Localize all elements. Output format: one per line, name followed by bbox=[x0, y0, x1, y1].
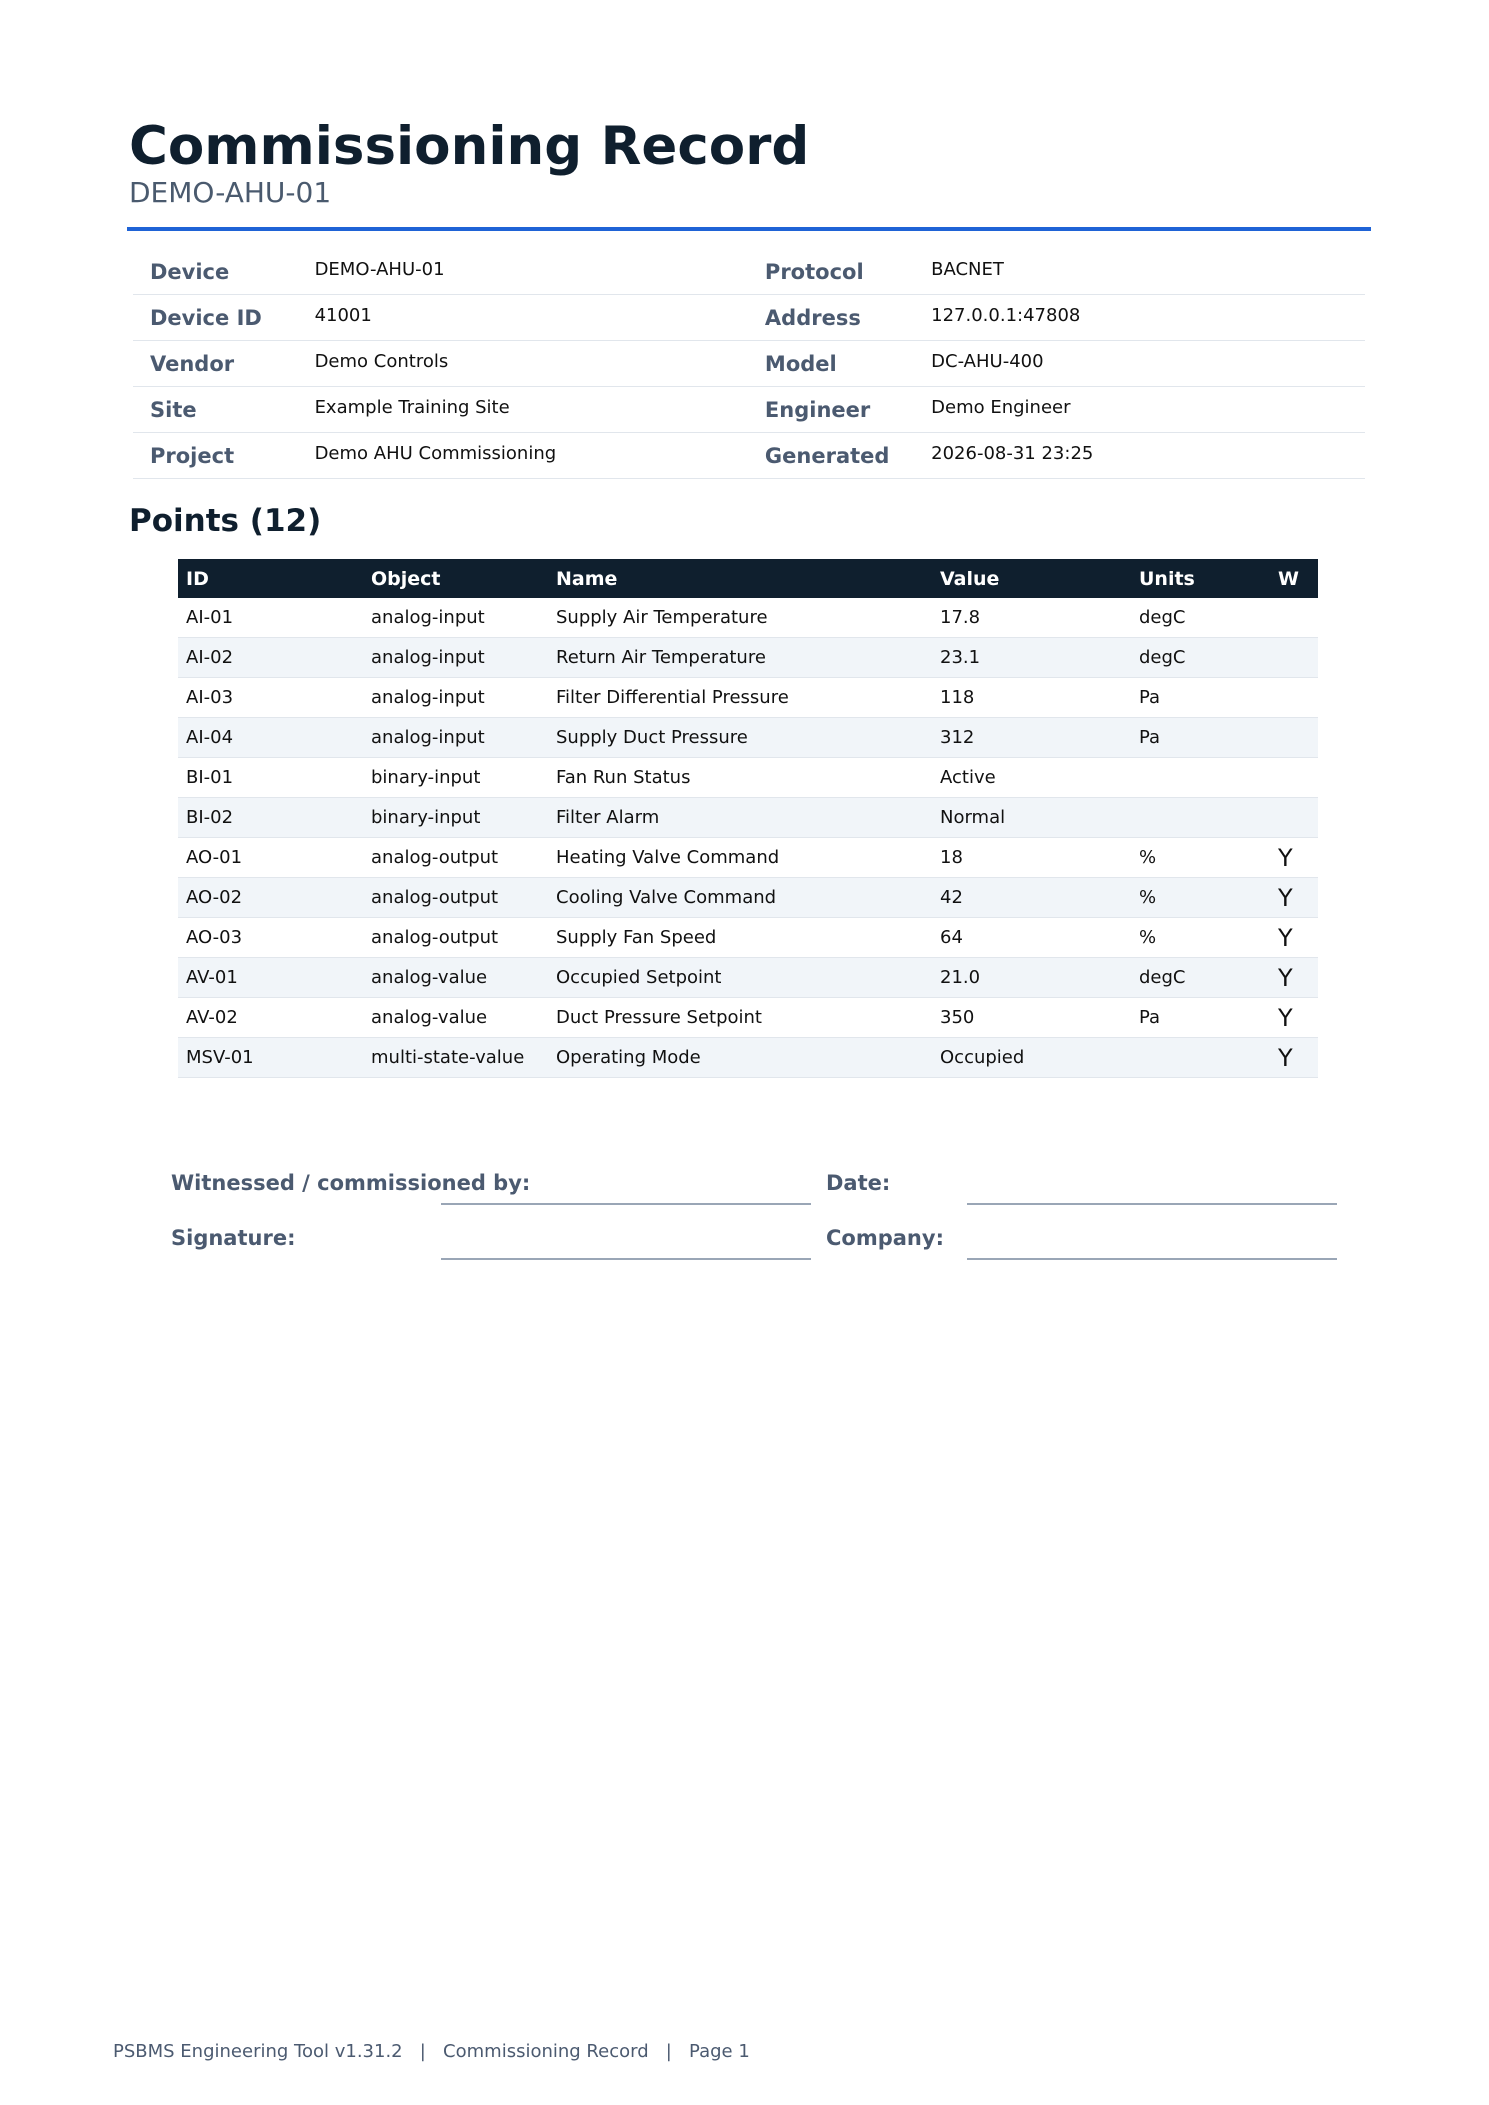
cell-object: analog-value bbox=[363, 998, 548, 1038]
cell-value: 64 bbox=[932, 918, 1131, 958]
cell-units: % bbox=[1131, 918, 1270, 958]
info-value-address: 127.0.0.1:47808 bbox=[931, 293, 1365, 339]
points-table bbox=[178, 559, 1318, 1078]
cell-name: Occupied Setpoint bbox=[548, 958, 932, 998]
cell-writable bbox=[1270, 718, 1318, 758]
cell-value: 17.8 bbox=[932, 598, 1131, 638]
points-section-title: Points (12) bbox=[129, 503, 322, 539]
date-label: Date: bbox=[826, 1171, 891, 1195]
cell-id: AV-02 bbox=[178, 998, 363, 1038]
table-row bbox=[178, 638, 1318, 678]
footer-tool: PSBMS Engineering Tool v1.31.2 bbox=[113, 2041, 403, 2062]
info-value-site: Example Training Site bbox=[315, 385, 748, 431]
points-table-body bbox=[178, 598, 1318, 1078]
cell-object: analog-input bbox=[363, 638, 548, 678]
cell-name: Operating Mode bbox=[548, 1038, 932, 1078]
cell-name: Duct Pressure Setpoint bbox=[548, 998, 932, 1038]
cell-writable: Y bbox=[1270, 878, 1318, 918]
cell-value: Active bbox=[932, 758, 1131, 798]
table-row bbox=[178, 878, 1318, 918]
info-label-vendor: Vendor bbox=[133, 341, 315, 387]
device-info-table bbox=[133, 249, 1365, 479]
info-value-vendor: Demo Controls bbox=[315, 339, 748, 385]
cell-id: MSV-01 bbox=[178, 1038, 363, 1078]
cell-units bbox=[1131, 798, 1270, 838]
info-label-address: Address bbox=[748, 295, 931, 341]
footer-page: Page 1 bbox=[689, 2041, 750, 2062]
cell-value: 350 bbox=[932, 998, 1131, 1038]
signature-line[interactable] bbox=[441, 1258, 811, 1260]
info-label-protocol: Protocol bbox=[748, 249, 931, 295]
cell-name: Filter Differential Pressure bbox=[548, 678, 932, 718]
cell-units bbox=[1131, 758, 1270, 798]
table-row bbox=[178, 718, 1318, 758]
info-value-protocol: BACNET bbox=[931, 247, 1365, 293]
cell-writable bbox=[1270, 678, 1318, 718]
cell-value: 18 bbox=[932, 838, 1131, 878]
column-header-value: Value bbox=[932, 559, 1131, 598]
cell-value: Occupied bbox=[932, 1038, 1131, 1078]
cell-units: degC bbox=[1131, 598, 1270, 638]
column-header-units: Units bbox=[1131, 559, 1270, 598]
cell-object: analog-value bbox=[363, 958, 548, 998]
cell-object: analog-input bbox=[363, 678, 548, 718]
cell-value: 118 bbox=[932, 678, 1131, 718]
cell-name: Return Air Temperature bbox=[548, 638, 932, 678]
cell-units: Pa bbox=[1131, 998, 1270, 1038]
info-label-model: Model bbox=[748, 341, 931, 387]
cell-id: AI-04 bbox=[178, 718, 363, 758]
cell-id: AV-01 bbox=[178, 958, 363, 998]
cell-object: multi-state-value bbox=[363, 1038, 548, 1078]
table-row bbox=[178, 918, 1318, 958]
column-header-name: Name bbox=[548, 559, 932, 598]
cell-writable: Y bbox=[1270, 918, 1318, 958]
info-row bbox=[133, 295, 1365, 341]
date-line[interactable] bbox=[967, 1203, 1337, 1205]
info-row bbox=[133, 249, 1365, 295]
info-label-device: Device bbox=[133, 249, 315, 295]
info-label-generated: Generated bbox=[748, 433, 931, 479]
company-label: Company: bbox=[826, 1226, 944, 1250]
cell-units: Pa bbox=[1131, 678, 1270, 718]
cell-object: analog-output bbox=[363, 918, 548, 958]
cell-name: Heating Valve Command bbox=[548, 838, 932, 878]
company-line[interactable] bbox=[967, 1258, 1337, 1260]
cell-id: AI-01 bbox=[178, 598, 363, 638]
cell-units: Pa bbox=[1131, 718, 1270, 758]
info-row bbox=[133, 387, 1365, 433]
table-row bbox=[178, 678, 1318, 718]
cell-object: analog-output bbox=[363, 838, 548, 878]
table-row bbox=[178, 958, 1318, 998]
cell-value: Normal bbox=[932, 798, 1131, 838]
cell-writable bbox=[1270, 798, 1318, 838]
cell-name: Supply Air Temperature bbox=[548, 598, 932, 638]
cell-id: AO-01 bbox=[178, 838, 363, 878]
table-row bbox=[178, 798, 1318, 838]
cell-id: BI-02 bbox=[178, 798, 363, 838]
column-header-object: Object bbox=[363, 559, 548, 598]
cell-units bbox=[1131, 1038, 1270, 1078]
info-row bbox=[133, 433, 1365, 479]
cell-writable bbox=[1270, 598, 1318, 638]
cell-object: analog-input bbox=[363, 718, 548, 758]
table-row bbox=[178, 998, 1318, 1038]
cell-writable bbox=[1270, 638, 1318, 678]
table-row bbox=[178, 598, 1318, 638]
witnessed-line[interactable] bbox=[441, 1203, 811, 1205]
table-row bbox=[178, 1038, 1318, 1078]
cell-units: degC bbox=[1131, 638, 1270, 678]
info-value-project: Demo AHU Commissioning bbox=[315, 431, 748, 477]
cell-object: binary-input bbox=[363, 758, 548, 798]
info-row bbox=[133, 341, 1365, 387]
cell-writable: Y bbox=[1270, 1038, 1318, 1078]
witnessed-label: Witnessed / commissioned by: bbox=[171, 1171, 531, 1195]
cell-writable bbox=[1270, 758, 1318, 798]
column-header-writable: W bbox=[1270, 559, 1318, 598]
info-value-generated: 2026-08-31 23:25 bbox=[931, 431, 1365, 477]
info-value-engineer: Demo Engineer bbox=[931, 385, 1365, 431]
table-row bbox=[178, 838, 1318, 878]
info-label-project: Project bbox=[133, 433, 315, 479]
info-value-device-id: 41001 bbox=[315, 293, 748, 339]
document-title: Commissioning Record bbox=[129, 116, 810, 177]
cell-units: % bbox=[1131, 878, 1270, 918]
cell-id: AI-03 bbox=[178, 678, 363, 718]
cell-name: Filter Alarm bbox=[548, 798, 932, 838]
signature-label: Signature: bbox=[171, 1226, 296, 1250]
cell-name: Cooling Valve Command bbox=[548, 878, 932, 918]
cell-writable: Y bbox=[1270, 838, 1318, 878]
info-value-model: DC-AHU-400 bbox=[931, 339, 1365, 385]
cell-name: Supply Duct Pressure bbox=[548, 718, 932, 758]
cell-units: degC bbox=[1131, 958, 1270, 998]
cell-writable: Y bbox=[1270, 958, 1318, 998]
info-label-engineer: Engineer bbox=[748, 387, 931, 433]
cell-id: AO-03 bbox=[178, 918, 363, 958]
cell-units: % bbox=[1131, 838, 1270, 878]
table-row bbox=[178, 758, 1318, 798]
cell-object: analog-output bbox=[363, 878, 548, 918]
cell-object: analog-input bbox=[363, 598, 548, 638]
footer-section: Commissioning Record bbox=[443, 2041, 649, 2062]
page-footer bbox=[113, 2041, 750, 2062]
footer-separator: | bbox=[665, 2041, 672, 2062]
cell-id: BI-01 bbox=[178, 758, 363, 798]
footer-separator: | bbox=[419, 2041, 426, 2062]
cell-value: 23.1 bbox=[932, 638, 1131, 678]
cell-object: binary-input bbox=[363, 798, 548, 838]
cell-id: AI-02 bbox=[178, 638, 363, 678]
document-subtitle: DEMO-AHU-01 bbox=[129, 176, 332, 209]
cell-value: 312 bbox=[932, 718, 1131, 758]
cell-name: Supply Fan Speed bbox=[548, 918, 932, 958]
cell-value: 42 bbox=[932, 878, 1131, 918]
title-divider bbox=[127, 227, 1371, 231]
cell-writable: Y bbox=[1270, 998, 1318, 1038]
points-header-row bbox=[178, 559, 1318, 598]
info-value-device: DEMO-AHU-01 bbox=[315, 247, 748, 293]
cell-value: 21.0 bbox=[932, 958, 1131, 998]
column-header-id: ID bbox=[178, 559, 363, 598]
cell-name: Fan Run Status bbox=[548, 758, 932, 798]
cell-id: AO-02 bbox=[178, 878, 363, 918]
info-label-device-id: Device ID bbox=[133, 295, 315, 341]
info-label-site: Site bbox=[133, 387, 315, 433]
